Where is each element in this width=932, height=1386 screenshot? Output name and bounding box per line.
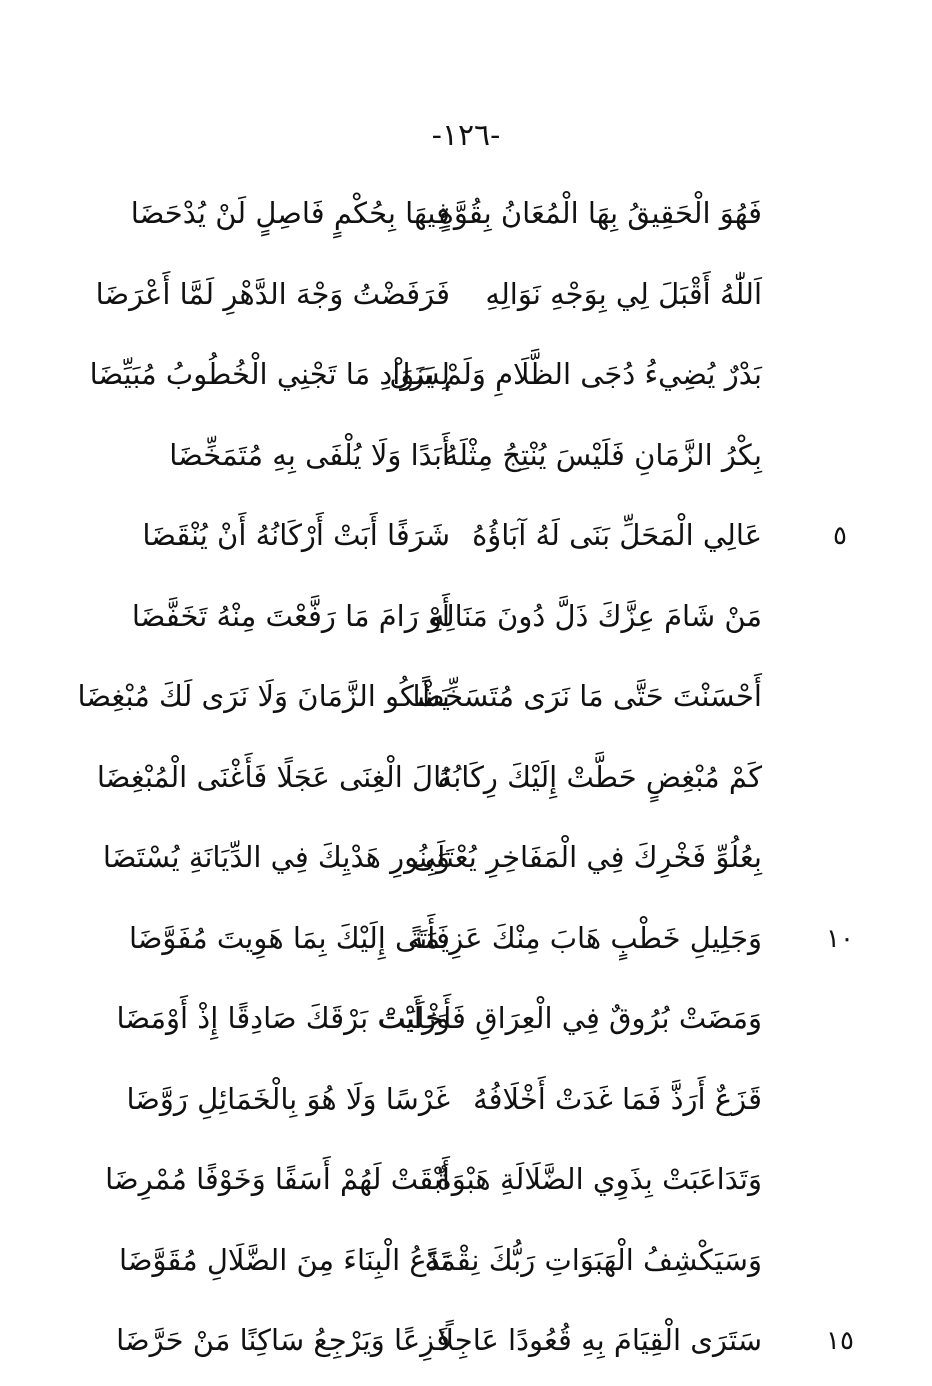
verse-list: [0, 178, 932, 1386]
verse-row: [0, 178, 932, 259]
verse-second-hemistich: أَبْقَتْ لَهُمْ أَسَفًا وَخَوْفًا مُمْرِضَا: [105, 1162, 450, 1196]
verse-row: [0, 661, 932, 742]
verse-second-hemistich: لِسَوَادِ مَا تَجْنِي الْخُطُوبُ مُبَيِّضَا: [89, 357, 450, 391]
verse-row: [0, 742, 932, 823]
verse-row: [0, 1225, 932, 1306]
line-number: ١٥: [826, 1326, 854, 1356]
verse-row: [0, 259, 932, 340]
verse-row: [0, 1144, 932, 1225]
verse-second-hemistich: غَرْسًا وَلَا هُوَ بِالْخَمَائِلِ رَوَّضَا: [126, 1081, 450, 1116]
verse-first-hemistich: وَمَضَتْ بُرُوقٌ فِي الْعِرَاقِ فَأَخْلَبَتْ: [378, 1001, 762, 1035]
line-number: ٥: [833, 521, 847, 551]
verse-second-hemistich: شَرَفًا أَبَتْ أَرْكَانُهُ أَنْ يُنْقَضَا: [142, 518, 450, 552]
verse-row: [0, 420, 932, 501]
verse-second-hemistich: وَرَأَيْتَ بَرْقَكَ صَادِقًا إِذْ أَوْمَضَا: [116, 1001, 450, 1035]
verse-first-hemistich: سَتَرَى الْقِيَامَ بِهِ قُعُودًا عَاجِلًا: [437, 1323, 762, 1357]
verse-second-hemistich: فِيهَا بِحُكْمٍ فَاصِلٍ لَنْ يُدْحَضَا: [130, 196, 450, 230]
verse-first-hemistich: وَتَدَاعَبَتْ بِذَوِي الضَّلَالَةِ هَبْوَةٌ: [436, 1162, 762, 1196]
verse-row: [0, 1064, 932, 1145]
verse-first-hemistich: كَمْ مُبْغِضٍ حَطَّتْ إِلَيْكَ رِكَابُهُ: [437, 759, 762, 794]
verse-first-hemistich: عَالِي الْمَحَلِّ بَنَى لَهُ آبَاؤُهُ: [472, 518, 762, 552]
verse-row: [0, 822, 932, 903]
verse-second-hemistich: يَشْكُو الزَّمَانَ وَلَا نَرَى لَكَ مُبْغِضَا: [77, 679, 450, 713]
verse-row: [0, 339, 932, 420]
verse-first-hemistich: وَجَلِيلِ خَطْبٍ هَابَ مِنْكَ عَزِيمَةً: [408, 920, 762, 955]
verse-first-hemistich: اَللّٰهُ أَقْبَلَ لِي بِوَجْهِ نَوَالِهِ: [485, 276, 762, 311]
verse-row: [0, 581, 932, 662]
verse-row: [0, 1305, 932, 1386]
verse-second-hemistich: وَبِنُورِ هَدْيِكَ فِي الدِّيَانَةِ يُسْتَضَا: [102, 840, 450, 874]
verse-first-hemistich: أَحْسَنْتَ حَتَّى مَا نَرَى مُتَسَخِّطًا: [412, 679, 762, 713]
verse-second-hemistich: فَرَفَضْتُ وَجْهَ الدَّهْرِ لَمَّا أَعْرَضَا: [95, 276, 450, 311]
verse-first-hemistich: بِكْرُ الزَّمَانِ فَلَيْسَ يُنْتِجُ مِثْلَهُ: [443, 437, 762, 472]
verse-row: [0, 500, 932, 581]
verse-second-hemistich: فَزِعًا وَيَرْجِعُ سَاكِنًا مَنْ حَرَّضَا: [116, 1323, 450, 1357]
page-number: -١٢٦-: [431, 118, 501, 153]
verse-row: [0, 983, 932, 1064]
verse-first-hemistich: قَزَعٌ أَرَذَّ فَمَا غَدَتْ أَخْلَافُهُ: [473, 1081, 762, 1116]
line-number: ١٠: [826, 923, 854, 954]
verse-row: [0, 903, 932, 984]
verse-second-hemistich: تَدَعُ الْبِنَاءَ مِنَ الضَّلَالِ مُقَوَّضَا: [118, 1242, 450, 1277]
verse-first-hemistich: فَهُوَ الْحَقِيقُ بِهَا الْمُعَانُ بِقُوَّةٍ: [438, 196, 762, 230]
verse-second-hemistich: أَبَدًا وَلَا يُلْفَى بِهِ مُتَمَخِّضَا: [169, 437, 450, 472]
verse-first-hemistich: بَدْرٌ يُضِيءُ دُجَى الظَّلَامِ وَلَمْ يَزَلْ: [389, 357, 762, 391]
verse-second-hemistich: نَالَ الْغِنَى عَجَلًا فَأَغْنَى الْمُبْغِضَا: [96, 759, 450, 794]
verse-first-hemistich: بِعُلُوِّ فَخْرِكَ فِي الْمَفَاخِرِ يُعْتَلَى: [412, 840, 762, 874]
verse-second-hemistich: فَأَتَى إِلَيْكَ بِمَا هَوِيتَ مُفَوَّضَا: [128, 920, 450, 955]
verse-first-hemistich: مَنْ شَامَ عِزَّكَ ذَلَّ دُونَ مَنَالِهِ: [430, 598, 762, 633]
verse-second-hemistich: أَوْ رَامَ مَا رَفَّعْتَ مِنْهُ تَخَفَّضَا: [131, 598, 450, 633]
verse-first-hemistich: وَسَيَكْشِفُ الْهَبَوَاتِ رَبُّكَ نِقْمَةً: [424, 1242, 762, 1277]
